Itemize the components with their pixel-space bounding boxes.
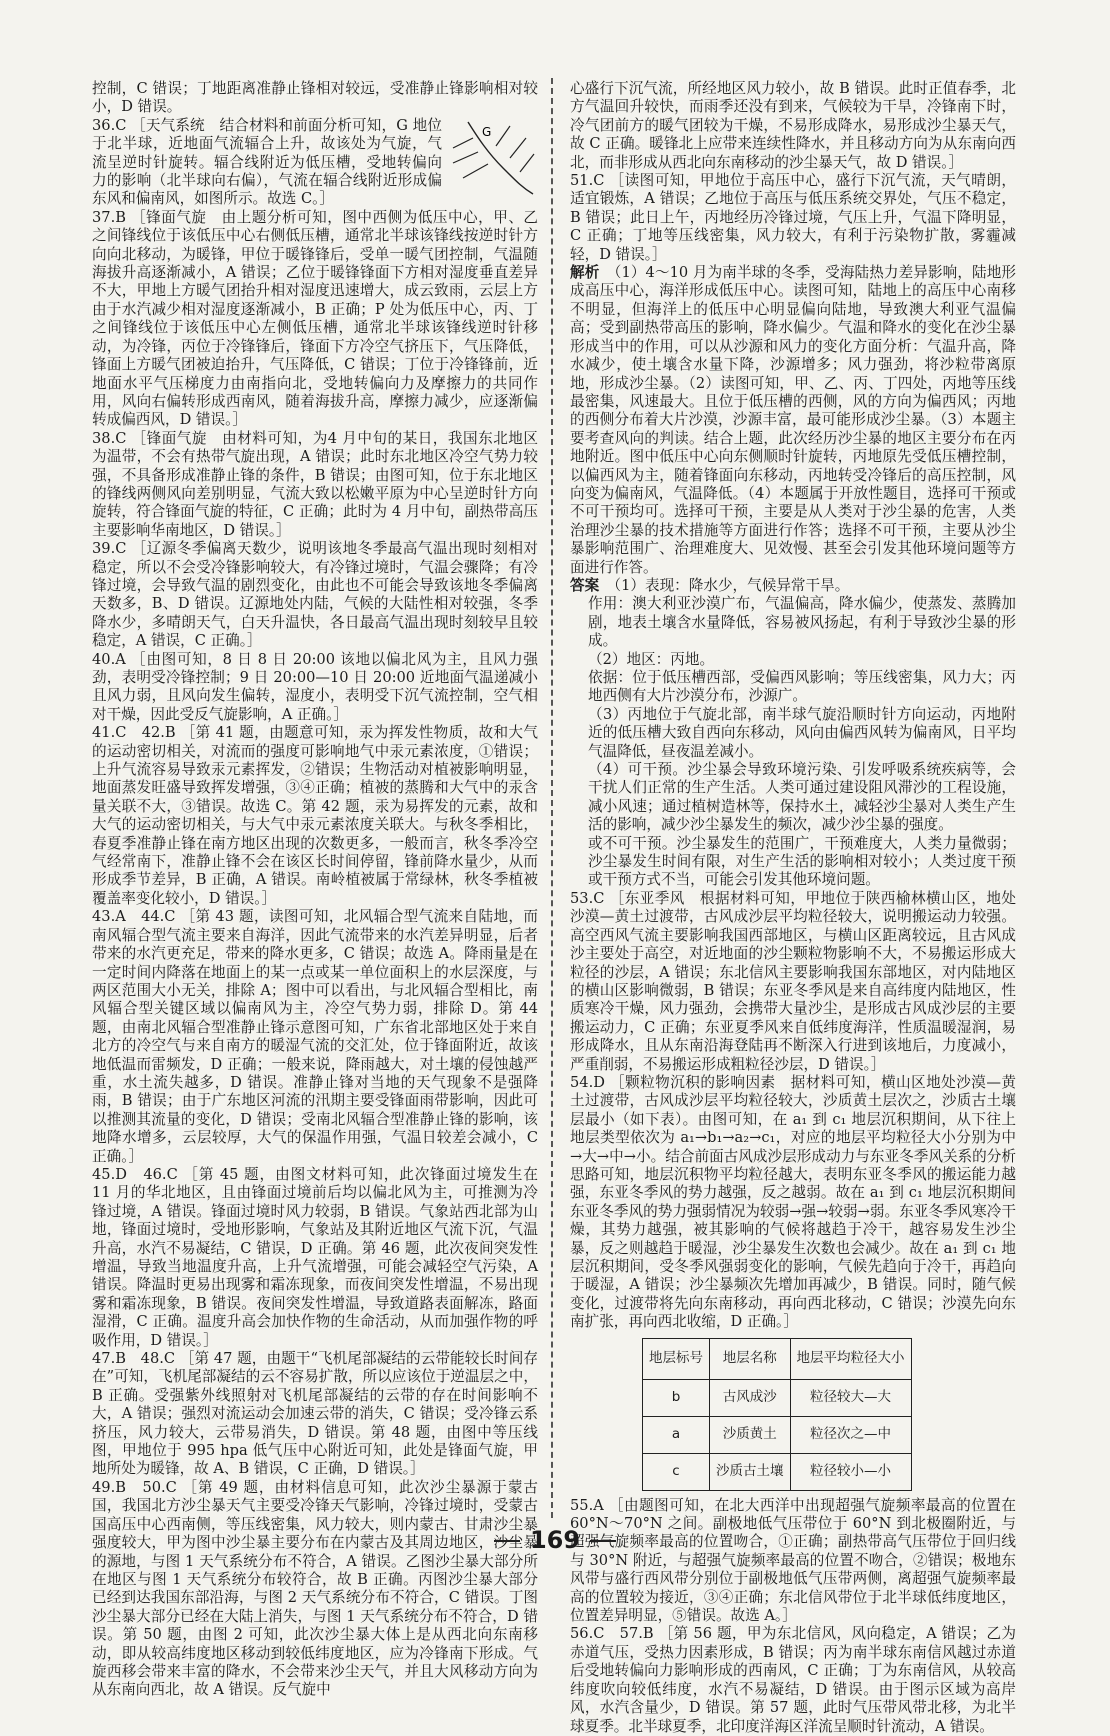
answer-q54: 54.D ［颗粒物沉积的影响因素 据材料可知，横山区地处沙漠—黄土过渡带，古风成沙层平均粒径较大，沙质黄土层次之，沙质古土壤层最小（如下表）。由图可知，在 a₁ 到 c₁ 地层沉积期间，从下往上地层类型依次为 a₁→b₁→a₂→c₁，对应的地层平均粒径大小分别为中→大→中→小。结合前面古风成沙层形成动力与东亚冬季风关系的分析思路可知，地层沉积物平均粒径越大，表明东亚冬季风的搬运能力越强，东亚冬季风的势力越强，反之越弱。故在 a₁ 到 c₁ 地层沉积期间东亚冬季风的势力强弱情况为较弱→强→较弱→弱。东亚冬季风寒冷干燥，其势力越强，被其影响的气候将越趋于冷干，越容易发生沙尘暴，反之则越趋于暖湿，沙尘暴发生次数也会减少。故在 a₁ 到 c₁ 地层沉积期间，受冬季风强弱变化的影响，气候先趋向于冷干，再趋向于暖湿，A 错误；沙尘暴频次先增加再减少，B 错误。同时，随气候变化，过渡带将先向东南移动，再向西北移动，C 错误；沙漠先向东南扩张，再向西北收缩，D 正确。］	[570, 1073, 1016, 1331]
wind-arrow	[510, 138, 526, 158]
table-cell: b	[643, 1379, 710, 1416]
analysis-label: 解析	[570, 264, 600, 282]
table-cell: 粒径次之—中	[790, 1416, 911, 1453]
figure-label-g: G	[482, 125, 492, 139]
table-cell: a	[643, 1416, 710, 1453]
table-header-row	[643, 1338, 912, 1379]
table-row	[643, 1379, 912, 1416]
table-cell: 沙质黄土	[710, 1416, 791, 1453]
table-header-cell: 地层平均粒径大小	[790, 1338, 911, 1379]
answer-q52-answer-2: （2）地区：丙地。	[588, 650, 715, 668]
answer-q35-continued: 控制，C 错误；丁地距离准静止锋相对较远，受准静止锋影响相对较小，D 错误。	[92, 80, 538, 116]
wind-arrow	[520, 154, 534, 172]
table-cell: 粒径较大—大	[790, 1379, 911, 1416]
wind-arrow	[453, 138, 473, 148]
wind-arrow	[453, 152, 478, 163]
answer-q43-44: 43.A 44.C ［第 43 题，读图可知，北风辐合型气流来自陆地，而南风辐合型气流主要来自海洋，因此气流带来的水汽差异明显，后者带来的水汽更充足，带来的降水更多，C 错误；故选 A。降雨量是在一定时间内降落在地面上的某一点或某一单位面积上的水层深度，与两区范围大小无关，排除 A；图中可以看出，与北风辐合型相比，南风辐合型关键区域以偏南风为主，冷空气势力弱，排除 D。第 44 题，由南北风辐合型准静止锋示意图可知，广东省北部地区处于来自北方的冷空气与来自南方的暖湿气流的交汇处，位于锋面附近，故该地低温而雷频发，D 正确；一般来说，降雨越大，对土壤的侵蚀越严重，水土流失越多，D 错误。准静止锋对当地的天气现象不是强降雨，B 错误；由于广东地区河流的汛期主要受锋面雨带影响，因此可以推测其流量的变化，D 错误；受南北风辐合型准静止锋的影响，该地降水增多，云层较厚，大气的保温作用强，气温日较差会减小，C 正确。］	[92, 908, 538, 1165]
table-row	[643, 1416, 912, 1453]
answer-1-text: （1）表现：降水少，气候异常干旱。	[613, 576, 850, 594]
strata-table	[642, 1338, 912, 1491]
right-column	[570, 80, 1016, 1736]
wind-arrow	[463, 164, 488, 178]
page-number-rule-left	[494, 1540, 520, 1542]
column-divider	[551, 78, 553, 1518]
answer-q39: 39.C ［辽源冬季偏离天数少，说明该地冬季最高气温出现时刻相对稳定，所以不会受冷锋影响较大，有冷锋过境时，气温会骤降；有冷锋过境，会导致气温的剧烈变化，由此也不可能会导致该地冬季偏离天数多，B、D 错误。辽源地处内陆，气候的大陆性相对较强，冬季降水少，多晴朗天气，白天升温快，各日最高气温出现时刻较早且较稳定，A 错误，C 正确。］	[92, 540, 538, 650]
table-cell: 古风成沙	[710, 1379, 791, 1416]
table-row	[643, 1453, 912, 1490]
answer-q52-answer-3: （3）丙地位于气旋北部，南半球气旋沿顺时针方向运动，丙地附近的低压槽大致自西向东移动，风向由偏西风转为偏南风，日平均气温降低，昼夜温差减小。	[588, 705, 1016, 760]
answer-q36: 36.C ［天气系统 结合材料和前面分析可知，G 地位于北半球，近地面气流辐合上升，故该处为气旋，气流呈逆时针旋转。辐合线附近为低压槽，受地转偏向力的影响（北半球向右偏），气流在辐合线附近形成偏东风和偏南风，如图所示。故选 C。］	[92, 116, 442, 208]
answer-q53: 53.C ［东亚季风 根据材料可知，甲地位于陕西榆林横山区，地处沙漠—黄土过渡带，古风成沙层平均粒径较大，说明搬运动力较强。高空西风气流主要影响我国西部地区，与横山区距离较远，且古风成沙主要处于高空，对近地面的沙尘颗粒物影响不大，不易搬运形成大粒径的沙层，A 错误；东北信风主要影响我国东部地区，对内陆地区的横山区影响微弱，B 错误；东亚冬季风是来自高纬度内陆地区，性质寒冷干燥，风力强劲，会携带大量沙尘，是形成古风成沙层的主要搬运动力，C 正确；东亚夏季风来自低纬度海洋，性质温暖湿润，易形成降水，且从东南沿海登陆再不断深入行进到该地后，力度减小，严重削弱，不易搬运形成粗粒径沙层，D 错误。］	[570, 889, 1016, 1073]
answer-q37: 37.B ［锋面气旋 由上题分析可知，图中西侧为低压中心，甲、乙之间锋线位于该低压中心右侧低压槽，通常北半球该锋线按逆时针方向向北移动，为暖锋，甲位于暖锋锋后，受单一暖气团控制，气温随海拔升高逐渐减小，A 错误；乙位于暖锋锋面下方相对湿度垂直差异不大，甲地上方暖气团抬升相对湿度迅速增大，成云致雨，云层上方由于水汽减少相对湿度逐渐减小，B 正确；P 处为低压中心，丙、丁之间锋线位于该低压中心左侧低压槽，通常北半球该锋线逆时针移动，为冷锋，丙位于冷锋锋后，锋面下方冷空气挤压下，气压降低，锋面上方暖气团被迫抬升，气压降低，C 错误；丁位于冷锋锋前，近地面水平气压梯度力由南指向北，受地转偏向力及摩擦力的共同作用，风向右偏转形成西南风，随着海拔升高，摩擦力减少，应逐渐偏转成偏西风，D 错误。］	[92, 208, 538, 429]
answer-q52-analysis	[570, 264, 1016, 577]
answer-q56-57: 56.C 57.B ［第 56 题，甲为东北信风，风向稳定，A 错误；乙为赤道气压，受热力因素形成，B 错误；丙为南半球东南信风越过赤道后受地转偏向力影响形成的西南风，C 正确；丁为东南信风，从较高纬度吹向较低纬度，水汽不易凝结，D 错误。由于图示区域为高岸风，水汽含量少，D 错误。第 57 题，此时气压带风带北移，为北半球夏季。北半球夏季，北印度洋海区洋流呈顺时针流动，A 错误。	[570, 1625, 1016, 1735]
wind-arrow	[496, 126, 510, 146]
answer-label: 答案	[570, 576, 600, 594]
table-header-cell: 地层名称	[710, 1338, 791, 1379]
page-number-text: 169	[529, 1526, 581, 1554]
answer-q52-answer-4: （4）可干预。沙尘暴会导致环境污染、引发呼吸系统疾病等，会干扰人们正常的生产生活。人类可通过建设阻风滞沙的工程设施，减小风速；通过植树造林等，保持水土，减轻沙尘暴对人类生产生活的影响，减少沙尘暴发生的频次，减少沙尘暴的强度。	[588, 761, 1016, 834]
table-cell: 沙质古土壤	[710, 1453, 791, 1490]
analysis-text: （1）4～10 月为南半球的冬季，受海陆热力差异影响，陆地形成高压中心，海洋形成低压中心。读图可知，陆地上的高压中心南移不明显，但海洋上的低压中心明显偏向陆地，导致澳大利亚气温偏高；受到副热带高压的影响，降水偏少。气温和降水的变化在沙尘暴形成当中的作用，可以从沙源和风力的变化方面分析：气温升高，降水减少，使土壤含水量下降，沙源增多；风力强劲，将沙粒带离原地，形成沙尘暴。（2）读图可知，甲、乙、丙、丁四处，丙地等压线最密集，风速最大。且位于低压槽的西侧，风的方向为偏西风；丙地的西侧分布着大片沙漠，沙源丰富，最可能形成沙尘暴。（3）本题主要考查风向的判读。结合上题，此次经历沙尘暴的地区主要分布在丙地附近。图中低压中心向东侧顺时针旋转，丙地原先受低压槽控制，以偏西风为主，随着锋面向东移动，丙地转受冷锋后的高压控制，风向变为偏南风，气温降低。（4）本题属于开放性题目，选择可干预或不可干预均可。选择可干预，主要是从人类对于沙尘暴的危害，人类治理沙尘暴的技术措施等方面进行作答；选择不可干预，主要从沙尘暴影响范围广、治理难度大、见效慢、甚至会引发其他环境问题等方面进行作答。	[570, 264, 1016, 576]
answer-q52-answer-4b: 或不可干预。沙尘暴发生的范围广，干预难度大，人类力量微弱；沙尘暴发生时间有限，对生产生活的影响相对较小；人类过度干预或干预方式不当，可能会引发其他环境问题。	[588, 834, 1016, 889]
left-column	[92, 80, 538, 1700]
answer-q47-48: 47.B 48.C ［第 47 题，由题干“飞机尾部凝结的云带能较长时间存在”可知，飞机尾部凝结的云不容易扩散，所以应该位于逆温层之中，B 正确。受强紫外线照射对飞机尾部凝结的云带的存在时间影响不大，A 错误；强烈对流运动会加速云带的消失，C 错误；受冷锋云系挤压，风力较大，云带易消失，D 错误。第 48 题，由图中等压线图，甲地位于 995 hpa 低气压中心附近可知，此处是锋面气旋，甲地所处为暖锋，故 A、B 错误，C 正确，D 错误。］	[92, 1350, 538, 1478]
answer-q40: 40.A ［由图可知，8 日 8 日 20:00 该地以偏北风为主，且风力强劲，表明受冷锋控制；9 日 20:00—10 日 20:00 近地面气温递减小且风力弱，且风向发生偏转，湿度小，表明受下沉气流控制，空气相对干燥，因此受反气旋影响，A 正确。］	[92, 650, 538, 723]
answer-q51: 51.C ［读图可知，甲地位于高压中心，盛行下沉气流，天气晴朗，适宜锻炼，A 错误；乙地位于高压与低压系统交界处，气压不稳定，B 错误；此日上午，丙地经历冷锋过境，气压上升，气温下降明显，C 正确；丁地等压线密集，风力较大，有利于污染物扩散，雾霾减轻，D 错误。］	[570, 172, 1016, 263]
table-cell: 粒径较小—小	[790, 1453, 911, 1490]
answer-q38: 38.C ［锋面气旋 由材料可知，为4 月中旬的某日，我国东北地区为温带，不会有热带气旋出现，A 错误；此时东北地区冷空气势力较强，不具备形成准静止锋的条件，B 错误；由图可知，位于东北地区的锋线两侧风向差别明显，气流大致以松嫩平原为中心呈逆时针方向旋转，符合锋面气旋的特征，C 正确；此时为 4 月中旬，副热带高压主要影响华南地区，D 错误。］	[92, 429, 538, 539]
answer-q50-continued: 心盛行下沉气流，所经地区风力较小，故 B 错误。此时正值春季，北方气温回升较快，而雨季还没有到来，气候较为干旱，冷锋南下时，冷气团前方的暖气团较为干燥，不易形成降水，易形成沙尘暴天气，故 C 正确。暖锋北上应带来连续性降水，并且移动方向为从东南向西北，而非形成从西北向东南移动的沙尘暴天气，故 D 错误。］	[570, 80, 1016, 171]
answer-q52-answer-1	[570, 577, 1016, 595]
answer-q52-answer-2b: 依据：位于低压槽西部，受偏西风影响；等压线密集，风力大；丙地西侧有大片沙漠分布，沙源广。	[588, 669, 1016, 705]
convergence-line	[468, 122, 533, 194]
table-header-cell: 地层标号	[643, 1338, 710, 1379]
page-number	[0, 1526, 1110, 1554]
table-cell: c	[643, 1453, 710, 1490]
page-number-rule-right	[590, 1540, 616, 1542]
answer-q45-46: 45.D 46.C ［第 45 题，由图文材料可知，此次锋面过境发生在 11 月的华北地区，且由锋面过境前后均以偏北风为主，可推测为冷锋过境，A 错误。锋面过境时风力较弱，B 错误。气象站西北部为山地，锋面过境时，受地形影响，气象站及其附近地区气流下沉，气温升高，水汽不易凝结，C 错误，D 正确。第 46 题，此次夜间突发性增温，导致当地温度升高，上升气流增强，可能会减轻空气污染，A 错误。降温时更易出现雾和霜冻现象，而夜间突发性增温，不易出现雾和霜冻现象，B 错误。夜间突发性增温，导致道路表面解冻，路面湿滑，C 正确。温度升高会加快作物的生命活动，从而加强作物的呼吸作用，D 错误。］	[92, 1165, 538, 1349]
answer-q52-answer-1b: 作用：澳大利亚沙漠广布，气温偏高，降水偏少，使蒸发、蒸腾加剧，地表土壤含水量降低，容易被风扬起，有利于导致沙尘暴的形成。	[588, 595, 1016, 650]
convergence-wind-figure	[448, 118, 538, 196]
answer-q41-42: 41.C 42.B ［第 41 题，由题意可知，汞为挥发性物质，故和大气的运动密切相关，对流而的强度可影响地气中汞元素浓度，①错误；上升气流容易导致汞元素挥发，②错误；生物活动对植被影响明显，地面蒸发旺盛导致挥发增强，③④正确；植被的蒸腾和大气中的汞含量关联不大，③错误。故选 C。第 42 题，汞为易挥发的元素，故和大气的运动密切相关，与大气中汞元素浓度关联大。与秋冬季相比，春夏季准静止锋在南方地区出现的次数更多，一般而言，秋冬季冷空气经常南下，准静止锋不会在该区长时间停留，锋前降水量少，从而形成季节差异，B 正确，A 错误。南岭植被属于常绿林，秋冬季植被覆盖率变化较小，D 错误。］	[92, 724, 538, 907]
answer-q55: 55.A ［由题图可知，在北大西洋中出现超强气旋频率最高的位置在 60°N～70°N 之间。副极地低气压带位于 60°N 到北极圈附近，与超强气旋频率最高的位置吻合，①正确；副热带高气压带位于回归线与 30°N 附近，与超强气旋频率最高的位置不吻合，②错误；极地东风带与盛行西风带分别位于副极地低气压带两侧，离超强气旋频率最高的位置较为接近，③④正确；东北信风带位于北半球低纬度地区，位置差异明显，⑤错误。故选 A。］	[570, 1496, 1016, 1625]
answer-q49-50: 49.B 50.C ［第 49 题，由材料信息可知，此次沙尘暴源于蒙古国，我国北方沙尘暴天气主要受冷锋天气影响，冷锋过境时，受蒙古国高压中心西南侧，等压线密集，风力较大，则内蒙古、甘肃沙尘暴强度较大，甲为图中沙尘暴主要分布在内蒙古及其周边地区，沙尘暴的源地，与图 1 天气系统分布不符合，A 错误。乙图沙尘暴大部分所在地区与图 1 天气系统分布较符合，故 B 正确。丙图沙尘暴大部分已经到达我国东部沿海，与图 2 天气系统分布不符合，C 错误。丁图沙尘暴大部分已经在大陆上消失，与图 1 天气系统分布不符合，D 错误。第 50 题，由图 2 可知，此次沙尘暴大体上是从西北向东南移动，即从较高纬度地区移动到较低纬度地区，应为冷锋南下形成。气旋西移会带来丰富的降水，不会带来沙尘天气，并且大风移动方向为从东南向西北，故 A 错误。反气旋中	[92, 1478, 538, 1699]
